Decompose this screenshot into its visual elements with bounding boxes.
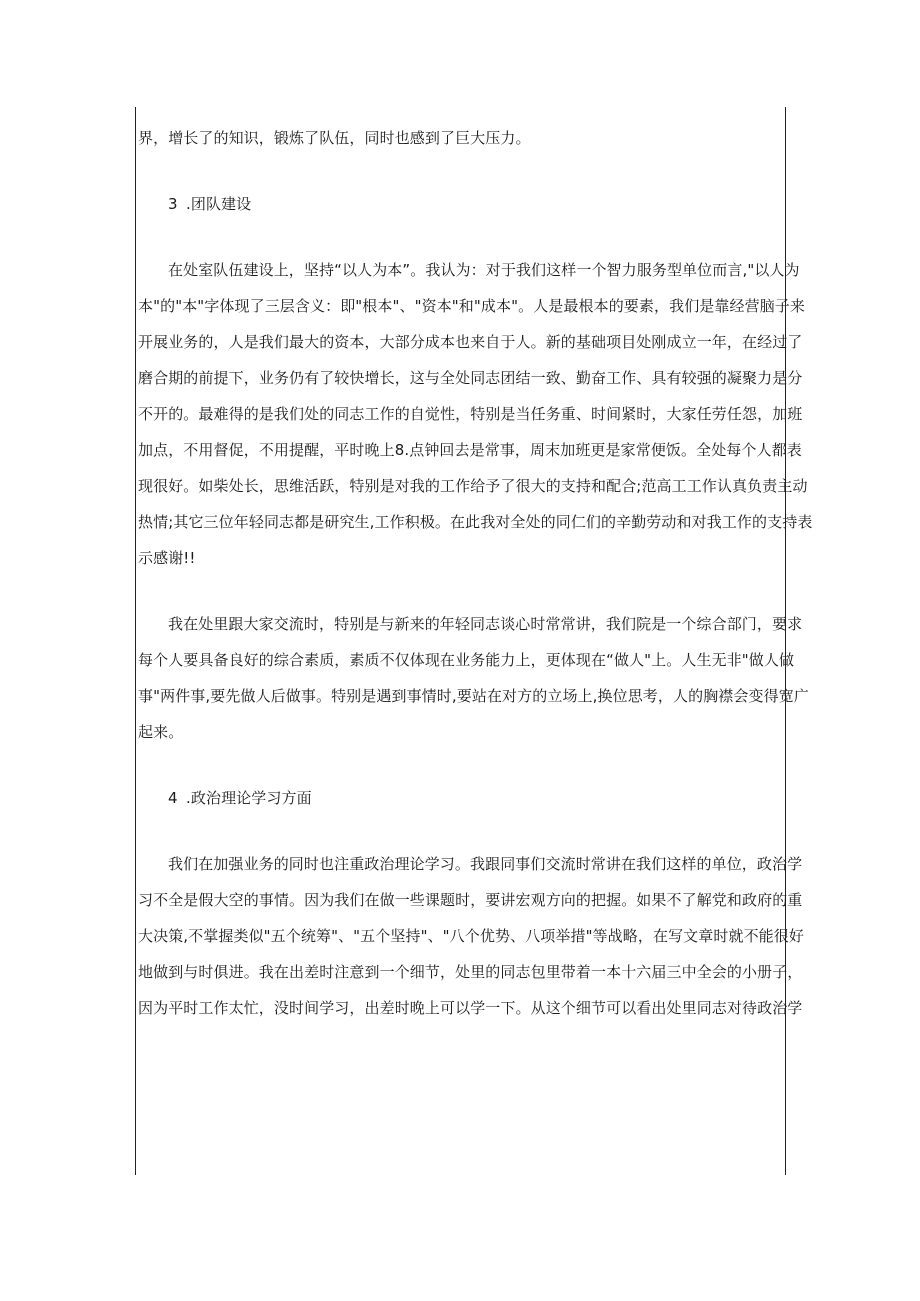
section-heading-3: [138, 186, 786, 222]
paragraph-line: 大决策,不掌握类似"五个统筹"、"五个坚持"、"八个优势、八项举措"等战略，在写文章时就不能很好: [138, 927, 804, 945]
paragraph: [138, 846, 804, 1026]
paragraph-line: 我们在加强业务的同时也注重政治理论学习。我跟同事们交流时常讲在我们这样的单位，政治学: [168, 855, 803, 873]
paragraph: [138, 252, 813, 576]
paragraph-line: 示感谢!!: [138, 549, 196, 567]
section-title: .政治理论学习方面: [186, 789, 312, 807]
paragraph-line: 习不全是假大空的事情。因为我们在做一些课题时，要讲宏观方向的把握。如果不了解党和政府的重: [138, 891, 803, 909]
section-title: .团队建设: [186, 195, 252, 213]
paragraph-line: 我在处里跟大家交流时，特别是与新来的年轻同志谈心时常常讲，我们院是一个综合部门，要求: [168, 615, 803, 633]
paragraph-line: 地做到与时俱进。我在出差时注意到一个细节，处里的同志包里带着一本十六届三中全会的小册子，: [138, 963, 803, 981]
paragraph-line: 在处室队伍建设上，坚持“以人为本”。我认为：对于我们这样一个智力服务型单位而言,"以人为: [168, 261, 800, 279]
section-heading-4: [138, 780, 786, 816]
paragraph-fragment: 界，增长了的知识，锻炼了队伍，同时也感到了巨大压力。: [138, 129, 531, 147]
paragraph-line: 开展业务的，人是我们最大的资本，大部分成本也来自于人。新的基础项目处刚成立一年，在经过了: [138, 333, 803, 351]
section-number: 3: [168, 195, 178, 213]
paragraph-line: 热情;其它三位年轻同志都是研究生,工作积极。在此我对全处的同仁们的辛勤劳动和对我工作的支持表: [138, 513, 813, 531]
paragraph-line: 现很好。如柴处长，思维活跃，特别是对我的工作给予了很大的支持和配合;范高工工作认真负责主动: [138, 477, 808, 495]
paragraph: [138, 606, 809, 750]
document-body: [138, 120, 813, 1026]
paragraph-line: 本"的"本"字体现了三层含义：即"根本"、"资本"和"成本"。人是最根本的要素，我们是靠经营脑子来: [138, 297, 805, 315]
paragraph-line: 磨合期的前提下，业务仍有了较快增长，这与全处同志团结一致、勤奋工作、具有较强的凝聚力是分: [138, 369, 803, 387]
page-border-left: [135, 107, 136, 1175]
paragraph-line: 起来。: [138, 723, 184, 741]
paragraph-line: 不开的。最难得的是我们处的同志工作的自觉性，特别是当任务重、时间紧时，大家任劳任怨，加班: [138, 405, 803, 423]
section-number: 4: [168, 789, 178, 807]
paragraph-line: 加点，不用督促，不用提醒，平时晚上8.点钟回去是常事，周末加班更是家常便饭。全处每个人都表: [138, 441, 802, 459]
paragraph-line: 每个人要具备良好的综合素质，素质不仅体现在业务能力上，更体现在“做人"上。人生无非"做人做: [138, 651, 795, 669]
paragraph-line: 事"两件事,要先做人后做事。特别是遇到事情时,要站在对方的立场上,换位思考，人的胸襟会变得宽广: [138, 687, 809, 705]
paragraph-line: 因为平时工作太忙，没时间学习，出差时晚上可以学一下。从这个细节可以看出处里同志对待政治学: [138, 999, 803, 1017]
